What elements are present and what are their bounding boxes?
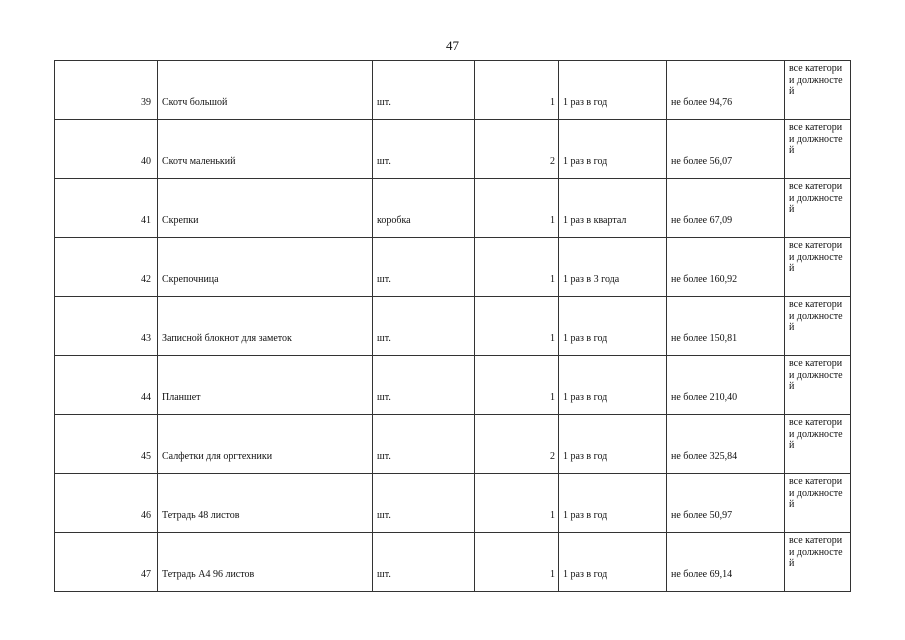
category: все категории должностей [789,299,843,333]
unit: шт. [373,415,475,474]
unit: шт. [373,120,475,179]
unit: шт. [373,533,475,592]
item-name: Тетрадь 48 листов [158,474,373,533]
unit: шт. [373,474,475,533]
price: не более 50,97 [667,474,785,533]
quantity: 1 [475,179,559,238]
category-cell [785,474,851,533]
table-row [55,297,851,356]
price: не более 210,40 [667,356,785,415]
table-row [55,179,851,238]
table-row [55,474,851,533]
row-number: 42 [55,238,158,297]
unit: шт. [373,356,475,415]
category: все категории должностей [789,358,843,392]
item-name: Скотч большой [158,61,373,120]
category-cell [785,356,851,415]
quantity: 2 [475,120,559,179]
supplies-table-body [55,61,851,592]
row-number: 39 [55,61,158,120]
price: не более 56,07 [667,120,785,179]
row-number: 40 [55,120,158,179]
quantity: 1 [475,238,559,297]
period: 1 раз в год [559,120,667,179]
unit: шт. [373,297,475,356]
quantity: 1 [475,61,559,120]
item-name: Тетрадь А4 96 листов [158,533,373,592]
period: 1 раз в 3 года [559,238,667,297]
category: все категории должностей [789,240,843,274]
category: все категории должностей [789,181,843,215]
row-number: 45 [55,415,158,474]
row-number: 46 [55,474,158,533]
item-name: Скрепочница [158,238,373,297]
row-number: 47 [55,533,158,592]
item-name: Скотч маленький [158,120,373,179]
category: все категории должностей [789,63,843,97]
quantity: 1 [475,474,559,533]
price: не более 94,76 [667,61,785,120]
quantity: 1 [475,356,559,415]
period: 1 раз в год [559,61,667,120]
unit: коробка [373,179,475,238]
price: не более 325,84 [667,415,785,474]
period: 1 раз в год [559,356,667,415]
category-cell [785,415,851,474]
category: все категории должностей [789,535,843,569]
category-cell [785,179,851,238]
unit: шт. [373,61,475,120]
table-row [55,61,851,120]
category: все категории должностей [789,476,843,510]
item-name: Скрепки [158,179,373,238]
quantity: 1 [475,533,559,592]
table-row [55,415,851,474]
category-cell [785,120,851,179]
category-cell [785,533,851,592]
page-number: 47 [446,38,459,53]
price: не более 67,09 [667,179,785,238]
category-cell [785,238,851,297]
category-cell [785,61,851,120]
item-name: Записной блокнот для заметок [158,297,373,356]
row-number: 44 [55,356,158,415]
period: 1 раз в год [559,415,667,474]
quantity: 2 [475,415,559,474]
item-name: Салфетки для оргтехники [158,415,373,474]
category: все категории должностей [789,122,843,156]
item-name: Планшет [158,356,373,415]
table-row [55,533,851,592]
supplies-table [54,60,851,592]
table-row [55,356,851,415]
table-row [55,120,851,179]
category-cell [785,297,851,356]
quantity: 1 [475,297,559,356]
period: 1 раз в год [559,297,667,356]
period: 1 раз в год [559,533,667,592]
period: 1 раз в год [559,474,667,533]
price: не более 69,14 [667,533,785,592]
price: не более 150,81 [667,297,785,356]
price: не более 160,92 [667,238,785,297]
unit: шт. [373,238,475,297]
period: 1 раз в квартал [559,179,667,238]
row-number: 43 [55,297,158,356]
row-number: 41 [55,179,158,238]
category: все категории должностей [789,417,843,451]
table-row [55,238,851,297]
